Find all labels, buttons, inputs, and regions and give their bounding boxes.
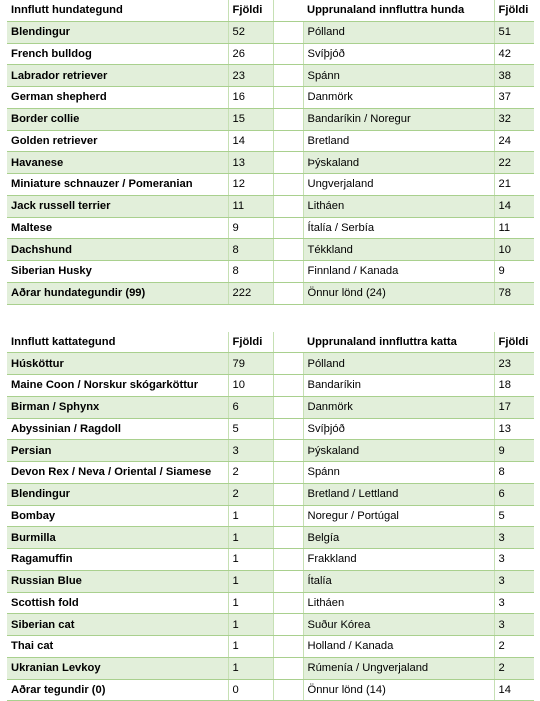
table-row (7, 679, 534, 701)
origin-count: 2 (494, 636, 534, 658)
column-gap (273, 217, 303, 239)
table-row (7, 195, 534, 217)
breed-count: 6 (228, 396, 273, 418)
origin-count: 23 (494, 353, 534, 375)
origin-country: Ítalía / Serbía (303, 217, 494, 239)
origin-country: Frakkland (303, 549, 494, 571)
origin-count: 5 (494, 505, 534, 527)
breed-count: 1 (228, 657, 273, 679)
column-gap (273, 462, 303, 484)
table-row (7, 353, 534, 375)
origin-country: Belgía (303, 527, 494, 549)
breed-count: 9 (228, 217, 273, 239)
breed-count: 2 (228, 483, 273, 505)
breed-name: French bulldog (7, 43, 228, 65)
origin-country: Önnur lönd (24) (303, 282, 494, 304)
table-row (7, 396, 534, 418)
table-row (7, 261, 534, 283)
breed-count: 1 (228, 592, 273, 614)
breed-name: Maine Coon / Norskur skógarköttur (7, 375, 228, 397)
table-row (7, 636, 534, 658)
column-gap (273, 679, 303, 701)
breed-name: Ragamuffin (7, 549, 228, 571)
breed-name: Persian (7, 440, 228, 462)
origin-count: 10 (494, 239, 534, 261)
origin-country: Ungverjaland (303, 174, 494, 196)
origin-count: 9 (494, 261, 534, 283)
breed-name: Birman / Sphynx (7, 396, 228, 418)
breed-count: 1 (228, 527, 273, 549)
origin-count: 14 (494, 679, 534, 701)
column-gap (273, 195, 303, 217)
cat-import-table (7, 332, 534, 701)
table-row (7, 440, 534, 462)
column-gap (273, 657, 303, 679)
table-row (7, 239, 534, 261)
breed-name: Scottish fold (7, 592, 228, 614)
origin-country: Svíþjóð (303, 418, 494, 440)
table-row (7, 527, 534, 549)
origin-country: Pólland (303, 353, 494, 375)
column-gap (273, 527, 303, 549)
column-gap (273, 0, 303, 21)
breed-count: 10 (228, 375, 273, 397)
column-gap (273, 174, 303, 196)
origin-country: Danmörk (303, 396, 494, 418)
table-row (7, 483, 534, 505)
breed-name: Aðrar hundategundir (99) (7, 282, 228, 304)
header-dog-country: Upprunaland innfluttra hunda (303, 0, 494, 21)
origin-country: Litháen (303, 592, 494, 614)
column-gap (273, 65, 303, 87)
breed-name: Thai cat (7, 636, 228, 658)
origin-country: Svíþjóð (303, 43, 494, 65)
origin-country: Bretland (303, 130, 494, 152)
origin-count: 14 (494, 195, 534, 217)
breed-name: Siberian cat (7, 614, 228, 636)
breed-count: 16 (228, 87, 273, 109)
origin-count: 13 (494, 418, 534, 440)
breed-name: German shepherd (7, 87, 228, 109)
table-row (7, 108, 534, 130)
breed-count: 11 (228, 195, 273, 217)
column-gap (273, 592, 303, 614)
table-row (7, 505, 534, 527)
table-row (7, 43, 534, 65)
breed-name: Border collie (7, 108, 228, 130)
table-row (7, 592, 534, 614)
origin-country: Bandaríkin (303, 375, 494, 397)
table-row (7, 174, 534, 196)
origin-country: Þýskaland (303, 440, 494, 462)
breed-count: 222 (228, 282, 273, 304)
origin-count: 78 (494, 282, 534, 304)
origin-count: 21 (494, 174, 534, 196)
breed-name: Ukranian Levkoy (7, 657, 228, 679)
breed-count: 14 (228, 130, 273, 152)
breed-name: Havanese (7, 152, 228, 174)
breed-name: Abyssinian / Ragdoll (7, 418, 228, 440)
dog-table-body (7, 0, 534, 304)
breed-name: Bombay (7, 505, 228, 527)
origin-country: Noregur / Portúgal (303, 505, 494, 527)
column-gap (273, 483, 303, 505)
table-row (7, 375, 534, 397)
column-gap (273, 353, 303, 375)
column-gap (273, 332, 303, 353)
origin-count: 3 (494, 592, 534, 614)
header-cat-country-count: Fjöldi (494, 332, 534, 353)
header-dog-count: Fjöldi (228, 0, 273, 21)
origin-country: Holland / Kanada (303, 636, 494, 658)
origin-count: 3 (494, 570, 534, 592)
table-row (7, 282, 534, 304)
origin-country: Finnland / Kanada (303, 261, 494, 283)
table-row (7, 21, 534, 43)
column-gap (273, 440, 303, 462)
origin-country: Litháen (303, 195, 494, 217)
origin-country: Önnur lönd (14) (303, 679, 494, 701)
origin-count: 51 (494, 21, 534, 43)
origin-country: Bretland / Lettland (303, 483, 494, 505)
origin-count: 32 (494, 108, 534, 130)
column-gap (273, 43, 303, 65)
origin-country: Pólland (303, 21, 494, 43)
breed-name: Golden retriever (7, 130, 228, 152)
breed-name: Russian Blue (7, 570, 228, 592)
breed-name: Jack russell terrier (7, 195, 228, 217)
header-cat-country: Upprunaland innfluttra katta (303, 332, 494, 353)
origin-country: Bandaríkin / Noregur (303, 108, 494, 130)
breed-name: Húsköttur (7, 353, 228, 375)
column-gap (273, 549, 303, 571)
origin-count: 9 (494, 440, 534, 462)
origin-count: 17 (494, 396, 534, 418)
table-spacer (7, 305, 534, 332)
dog-import-table (7, 0, 534, 305)
origin-count: 3 (494, 614, 534, 636)
column-gap (273, 130, 303, 152)
breed-name: Burmilla (7, 527, 228, 549)
table-row (7, 87, 534, 109)
header-cat-count: Fjöldi (228, 332, 273, 353)
breed-name: Aðrar tegundir (0) (7, 679, 228, 701)
origin-count: 11 (494, 217, 534, 239)
breed-count: 3 (228, 440, 273, 462)
breed-count: 2 (228, 462, 273, 484)
table-row (7, 130, 534, 152)
origin-count: 37 (494, 87, 534, 109)
column-gap (273, 152, 303, 174)
column-gap (273, 636, 303, 658)
table-row (7, 657, 534, 679)
origin-count: 18 (494, 375, 534, 397)
breed-count: 1 (228, 614, 273, 636)
breed-count: 79 (228, 353, 273, 375)
column-gap (273, 614, 303, 636)
breed-name: Miniature schnauzer / Pomeranian (7, 174, 228, 196)
table-row (7, 570, 534, 592)
table-row (7, 217, 534, 239)
breed-count: 23 (228, 65, 273, 87)
origin-country: Spánn (303, 65, 494, 87)
column-gap (273, 570, 303, 592)
breed-count: 1 (228, 636, 273, 658)
breed-name: Labrador retriever (7, 65, 228, 87)
document (7, 0, 534, 701)
breed-name: Maltese (7, 217, 228, 239)
origin-country: Spánn (303, 462, 494, 484)
breed-name: Devon Rex / Neva / Oriental / Siamese (7, 462, 228, 484)
origin-country: Rúmenía / Ungverjaland (303, 657, 494, 679)
column-gap (273, 396, 303, 418)
table-row (7, 549, 534, 571)
origin-country: Tékkland (303, 239, 494, 261)
table-row (7, 418, 534, 440)
breed-count: 26 (228, 43, 273, 65)
table-row (7, 462, 534, 484)
breed-count: 1 (228, 549, 273, 571)
origin-count: 42 (494, 43, 534, 65)
breed-count: 1 (228, 570, 273, 592)
breed-count: 13 (228, 152, 273, 174)
column-gap (273, 261, 303, 283)
breed-count: 12 (228, 174, 273, 196)
breed-count: 8 (228, 261, 273, 283)
breed-count: 15 (228, 108, 273, 130)
cat-table-body (7, 332, 534, 701)
origin-country: Ítalía (303, 570, 494, 592)
column-gap (273, 108, 303, 130)
origin-count: 22 (494, 152, 534, 174)
origin-country: Þýskaland (303, 152, 494, 174)
table-row (7, 614, 534, 636)
column-gap (273, 505, 303, 527)
header-dog-breed: Innflutt hundategund (7, 0, 228, 21)
breed-count: 8 (228, 239, 273, 261)
breed-count: 52 (228, 21, 273, 43)
column-gap (273, 418, 303, 440)
origin-country: Suður Kórea (303, 614, 494, 636)
table-row (7, 65, 534, 87)
origin-count: 8 (494, 462, 534, 484)
dog-table-header (7, 0, 534, 21)
cat-table-header (7, 332, 534, 353)
column-gap (273, 375, 303, 397)
column-gap (273, 87, 303, 109)
breed-count: 5 (228, 418, 273, 440)
table-row (7, 152, 534, 174)
breed-name: Blendingur (7, 483, 228, 505)
breed-count: 0 (228, 679, 273, 701)
origin-count: 3 (494, 549, 534, 571)
header-dog-country-count: Fjöldi (494, 0, 534, 21)
breed-name: Blendingur (7, 21, 228, 43)
breed-name: Dachshund (7, 239, 228, 261)
header-cat-breed: Innflutt kattategund (7, 332, 228, 353)
origin-count: 24 (494, 130, 534, 152)
origin-count: 3 (494, 527, 534, 549)
column-gap (273, 239, 303, 261)
origin-count: 2 (494, 657, 534, 679)
breed-count: 1 (228, 505, 273, 527)
column-gap (273, 21, 303, 43)
origin-count: 38 (494, 65, 534, 87)
origin-count: 6 (494, 483, 534, 505)
column-gap (273, 282, 303, 304)
origin-country: Danmörk (303, 87, 494, 109)
breed-name: Siberian Husky (7, 261, 228, 283)
